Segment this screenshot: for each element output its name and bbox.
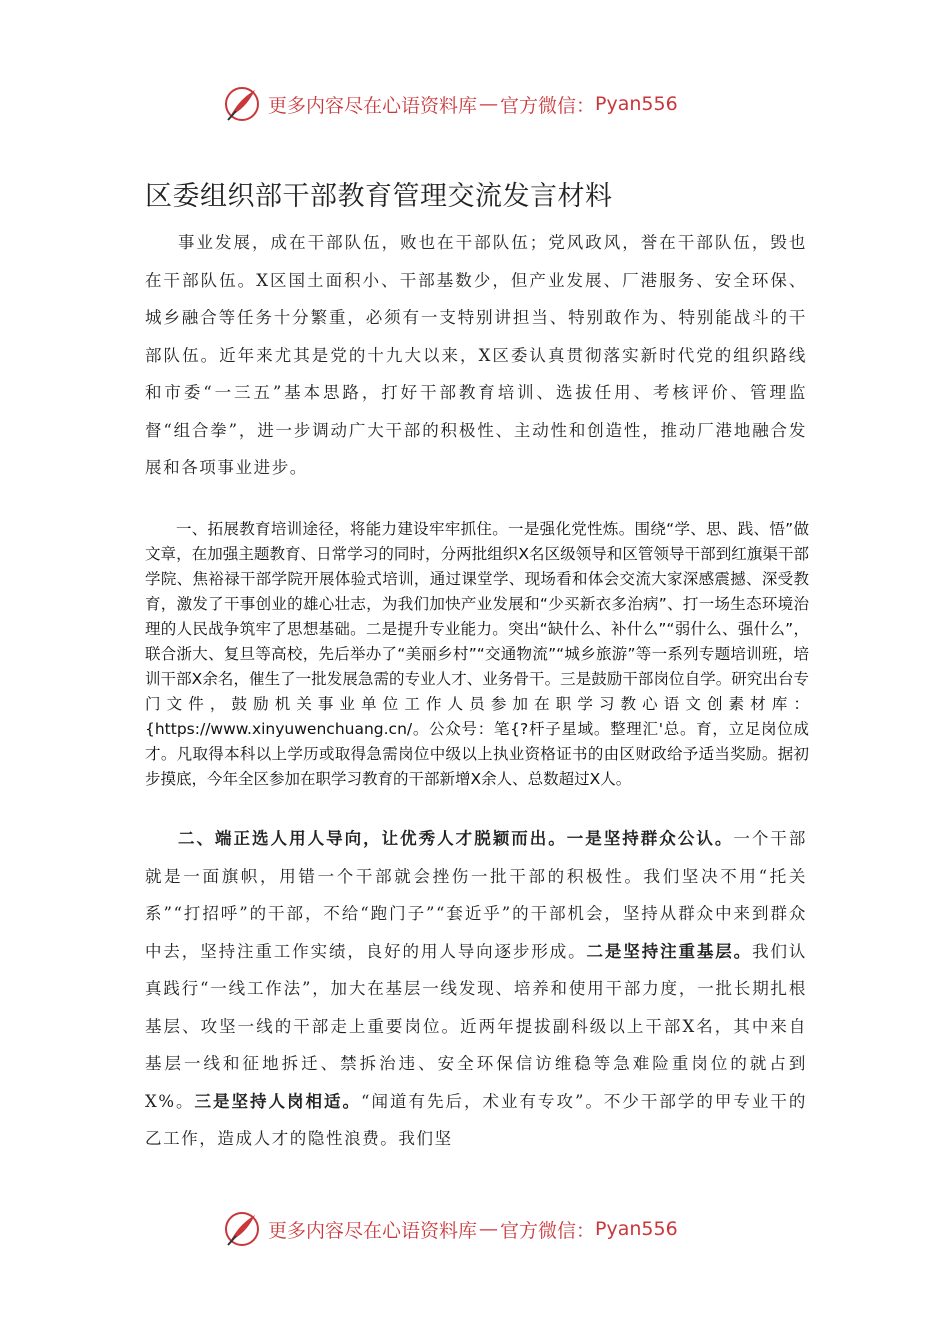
- section-2-text-3: “闻道有先后，术业有专攻”。不少干部学的甲专业干的乙工作，造成人才的隐性浪费。我们坚: [145, 1091, 807, 1148]
- document-title: 区委组织部干部教育管理交流发言材料: [145, 181, 613, 212]
- quill-logo-icon: [222, 84, 262, 124]
- intro-paragraph: 事业发展，成在干部队伍，败也在干部队伍；党风政风，誉在干部队伍，毁也在干部队伍。X区国土面积小、干部基数少，但产业发展、厂港服务、安全环保、城乡融合等任务十分繁重，必须有一支特别讲担当、特别敢作为、特别能战斗的干部队伍。近年来尤其是党的十九大以来，X区委认真贯彻落实新时代党的组织路线和市委“一三五”基本思路，打好干部教育培训、选拔任用、考核评价、管理监督“组合拳”，进一步调动广大干部的积极性、主动性和创造性，推动厂港地融合发展和各项事业进步。: [145, 233, 807, 477]
- footer-banner: [222, 1207, 742, 1251]
- section-2-text-1: 一个干部就是一面旗帜，用错一个干部就会挫伤一批干部的积极性。我们坚决不用“托关系”“打招呼”的干部，不给“跑门子”“套近乎”的干部机会，坚持从群众中来到群众中去，坚持注重工作实绩，良好的用人导向逐步形成。: [145, 829, 807, 961]
- section-2-heading: 二、端正选人用人导向，让优秀人才脱颖而出。一是坚持群众公认。: [178, 829, 734, 848]
- section-2-bold-2: 二是坚持注重基层。: [586, 941, 753, 961]
- banner-wechat-id: Pyan556: [595, 1218, 678, 1240]
- banner-wechat-id: Pyan556: [595, 93, 678, 115]
- quill-logo-icon: [222, 1209, 262, 1249]
- banner-text: 更多内容尽在心语资料库: [268, 94, 478, 117]
- header-banner: [222, 82, 742, 126]
- section-2-text-2: 我们认真践行“一线工作法”，加大在基层一线发现、培养和使用干部力度，一批长期扎根基层、攻坚一线的干部走上重要岗位。近两年提拔副科级以上干部X名，其中来自基层一线和征地拆迁、禁拆治违、安全环保信访维稳等急难险重岗位的就占到X%。: [145, 941, 807, 1111]
- banner-official-label: 官方微信：: [500, 94, 596, 117]
- banner-separator: —: [479, 93, 499, 115]
- section-1-paragraph: 一、拓展教育培训途径，将能力建设牢牢抓住。一是强化党性炼。围绕“学、思、践、悟”做文章，在加强主题教育、日常学习的同时，分两批组织X名区级领导和区管领导干部到红旗渠干部学院、焦裕禄干部学院开展体验式培训，通过课堂学、现场看和体会交流大家深感震撼、深受教育，激发了干事创业的雄心壮志，为我们加快产业发展和“少买新衣多治病”、打一场生态环境治理的人民战争筑牢了思想基础。二是提升专业能力。突出“缺什么、补什么”“弱什么、强什么”，联合浙大、复旦等高校，先后举办了“美丽乡村”“交通物流”“城乡旅游”等一系列专题培训班，培训干部X余名，催生了一批发展急需的专业人才、业务骨干。三是鼓励干部岗位自学。研究出台专门文件，鼓励机关事业单位工作人员参加在职学习教心语文创素材库：{https://www.xinyuwenchuang.cn/。公众号：笔{?杆子星域。整理汇'总。育，立足岗位成才。凡取得本科以上学历或取得急需岗位中级以上执业资格证书的由区财政给予适当奖励。据初步摸底，今年全区参加在职学习教育的干部新增X余人、总数超过X人。: [145, 520, 809, 788]
- banner-official-label: 官方微信：: [500, 1219, 596, 1242]
- banner-separator: —: [479, 1218, 499, 1240]
- section-2-paragraph: [145, 820, 807, 1158]
- banner-text: 更多内容尽在心语资料库: [268, 1219, 478, 1242]
- section-2-bold-3: 三是坚持人岗相适。: [194, 1091, 362, 1111]
